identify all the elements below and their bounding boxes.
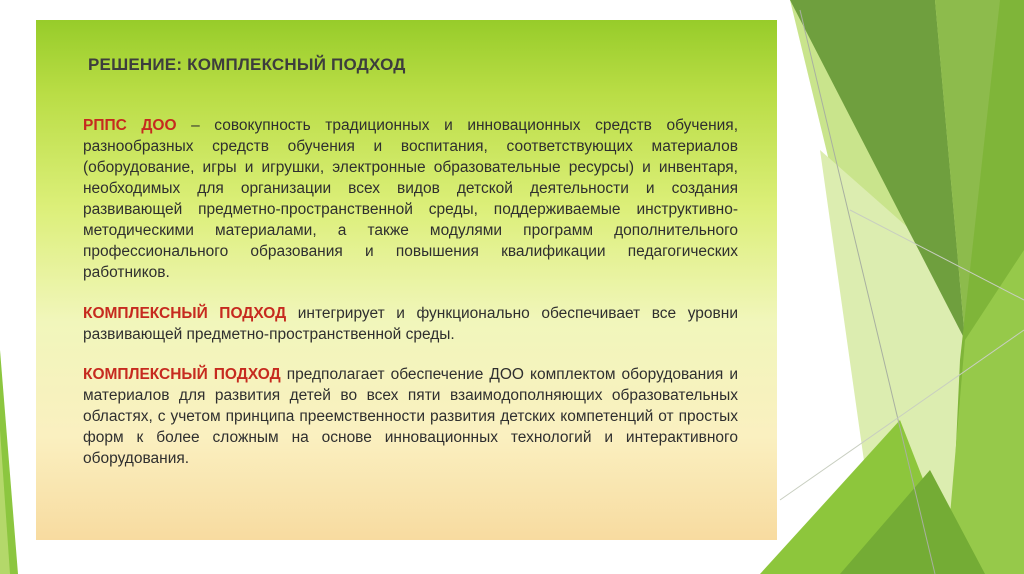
paragraph-term: КОМПЛЕКСНЫЙ ПОДХОД [83, 305, 287, 322]
paragraph-text: предполагает обеспечение ДОО комплектом оборудования и материалов для развития детей во всех пяти взаимодополняющих образовательных областях, с учетом принципа преемственности развития детских компетенций от простых форм к более сложным на основе инновационных технологий и интерактивного оборудования. [83, 366, 738, 467]
paragraph-term: КОМПЛЕКСНЫЙ ПОДХОД [83, 366, 281, 383]
paragraph-provision [83, 364, 738, 469]
paragraph-text: – совокупность традиционных и инновационных средств обучения, разнообразных средств обучения и воспитания, соответствующих материалов (оборудование, игры и игрушки, электронные образовательные ресурсы) и инвентаря, необходимых для организации всех видов детской деятельности и создания развивающей предметно-пространственной среды, поддерживаемые инструктивно-методическими материалами, а также модулями программ дополнительного профессионального образования и повышения квалификации педагогических работников. [83, 117, 738, 281]
paragraph-integration [83, 303, 738, 345]
paragraph-term: РППС ДОО [83, 117, 177, 134]
slide-title: РЕШЕНИЕ: КОМПЛЕКСНЫЙ ПОДХОД [88, 55, 406, 74]
paragraph-text: интегрирует и функционально обеспечивает все уровни развивающей предметно-пространственной среды. [83, 305, 738, 343]
paragraph-definition [83, 115, 738, 283]
